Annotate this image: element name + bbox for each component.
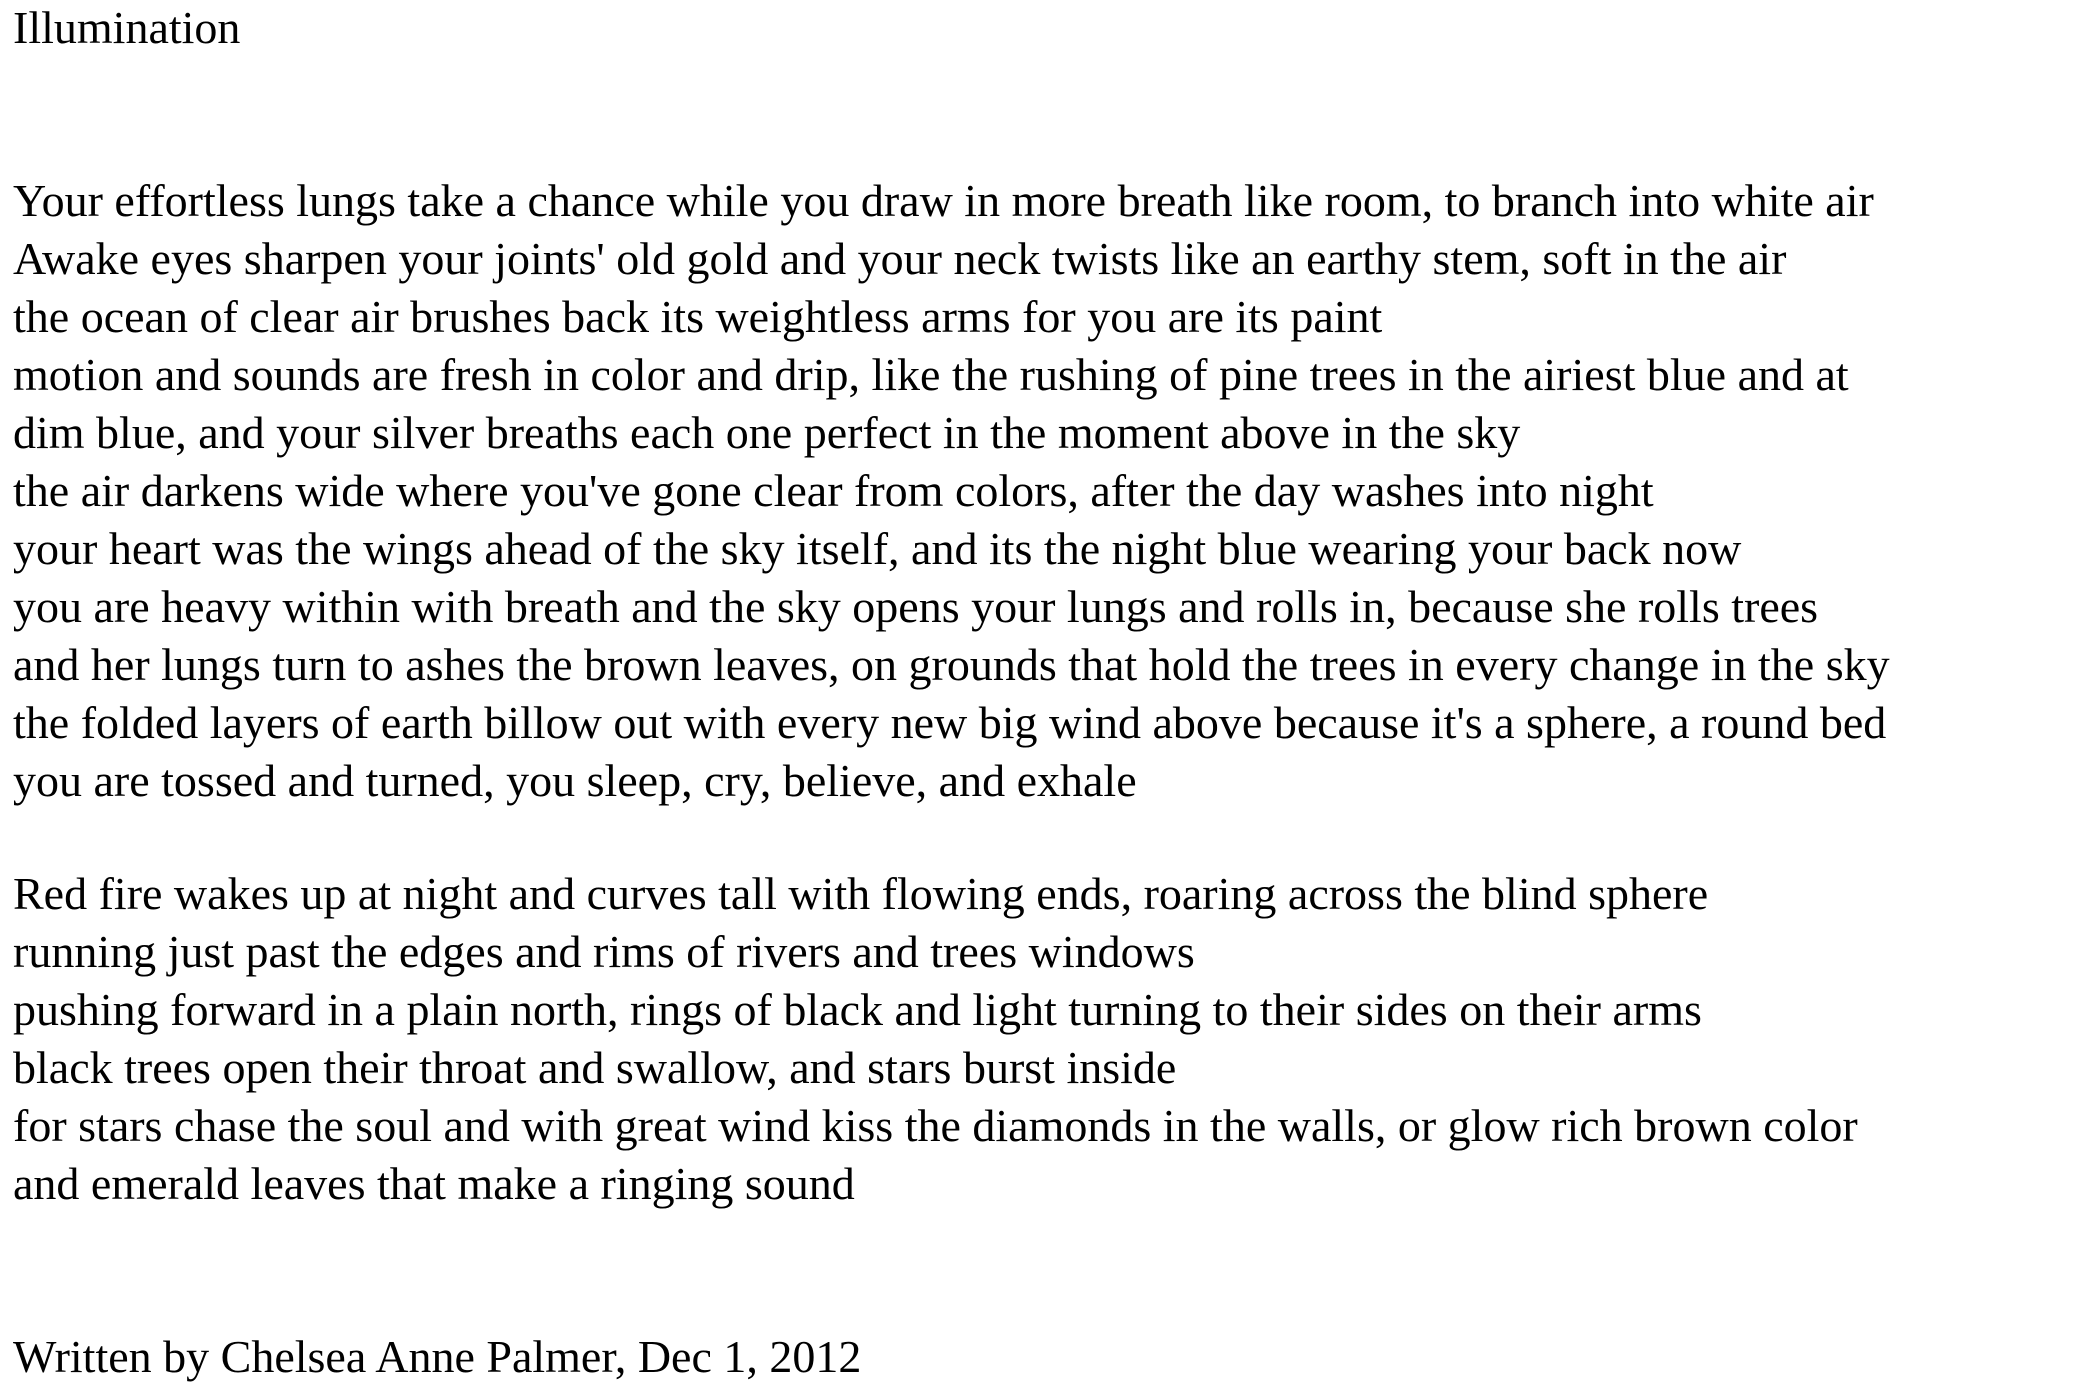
- poem-line: black trees open their throat and swallow, and stars burst inside: [13, 1042, 1177, 1093]
- poem-line: and emerald leaves that make a ringing sound: [13, 1158, 855, 1209]
- poem-line: for stars chase the soul and with great wind kiss the diamonds in the walls, or glow rich brown color: [13, 1100, 1858, 1151]
- poem-line: motion and sounds are fresh in color and drip, like the rushing of pine trees in the airiest blue and at: [13, 349, 1849, 400]
- poem-line: you are heavy within with breath and the sky opens your lungs and rolls in, because she rolls trees: [13, 581, 1819, 632]
- author-signature: Written by Chelsea Anne Palmer, Dec 1, 2012: [13, 1331, 862, 1382]
- poem-line: your heart was the wings ahead of the sky itself, and its the night blue wearing your back now: [13, 523, 1742, 574]
- poem-line: the ocean of clear air brushes back its weightless arms for you are its paint: [13, 291, 1383, 342]
- poem-line: and her lungs turn to ashes the brown leaves, on grounds that hold the trees in every change in the sky: [13, 639, 1890, 690]
- poem-title: Illumination: [13, 2, 241, 53]
- poem-line: you are tossed and turned, you sleep, cry, believe, and exhale: [13, 755, 1137, 806]
- poem-document: [13, 0, 2073, 1386]
- stanza-2: [13, 865, 2073, 1213]
- poem-line: Red fire wakes up at night and curves tall with flowing ends, roaring across the blind sphere: [13, 868, 1709, 919]
- stanza-1: [13, 172, 2073, 810]
- poem-line: running just past the edges and rims of rivers and trees windows: [13, 926, 1195, 977]
- poem-line: dim blue, and your silver breaths each one perfect in the moment above in the sky: [13, 407, 1521, 458]
- poem-line: the folded layers of earth billow out with every new big wind above because it's a sphere, a round bed: [13, 697, 1887, 748]
- poem-line: Your effortless lungs take a chance while you draw in more breath like room, to branch into white air: [13, 175, 1874, 226]
- poem-line: pushing forward in a plain north, rings of black and light turning to their sides on their arms: [13, 984, 1702, 1035]
- poem-line: Awake eyes sharpen your joints' old gold and your neck twists like an earthy stem, soft in the air: [13, 233, 1787, 284]
- poem-line: the air darkens wide where you've gone clear from colors, after the day washes into night: [13, 465, 1654, 516]
